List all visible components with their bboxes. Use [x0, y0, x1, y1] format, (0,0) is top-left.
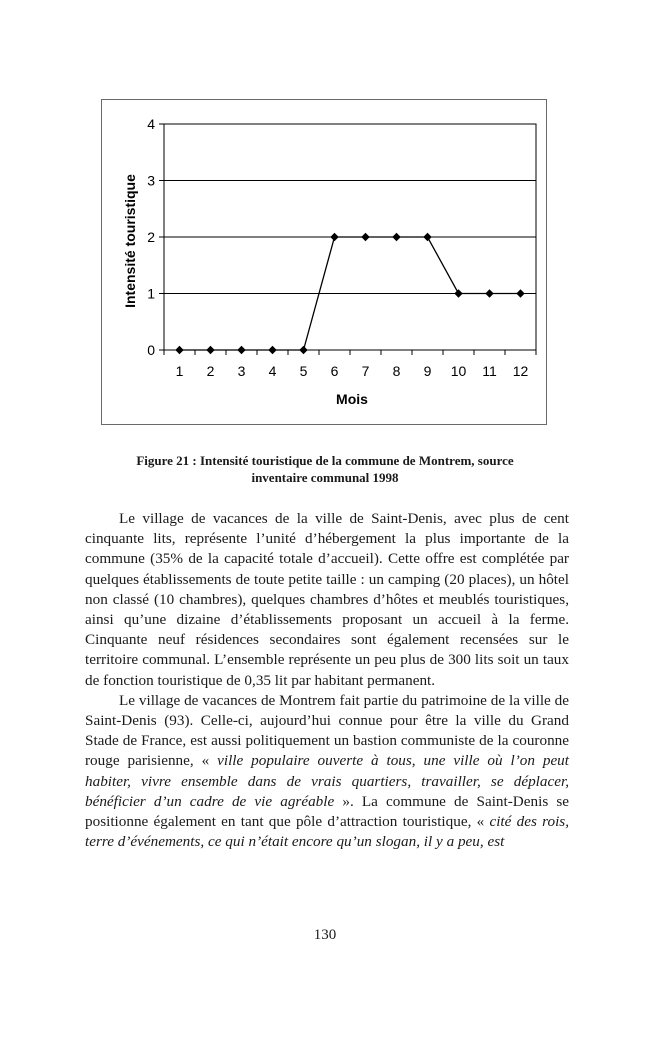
data-point — [361, 233, 369, 241]
data-point — [454, 289, 462, 297]
x-tick-label: 7 — [361, 363, 370, 379]
data-point — [206, 346, 214, 354]
paragraph-2-text-1: Le village de vacances de Montrem fait partie du patrimoine de la ville de Saint-Denis (93). Celle-ci, aujourd’hui connue pour être la ville du Grand Stade de France, est aussi politiquement un bastion communiste de la couronne rouge parisienne, « — [85, 691, 569, 770]
data-point — [392, 233, 400, 241]
y-tick-label: 1 — [147, 285, 155, 302]
data-point — [516, 289, 524, 297]
x-tick-label: 4 — [268, 363, 277, 379]
data-point — [423, 233, 431, 241]
data-point — [268, 346, 276, 354]
y-tick-label: 2 — [147, 229, 155, 245]
x-tick-label: 12 — [512, 363, 529, 379]
paragraph-2-quote-2: cité des rois, terre d’événements, ce qui n’était encore qu’un slogan, il y a peu, est — [85, 813, 569, 851]
x-tick-label: 11 — [482, 363, 497, 379]
x-tick-label: 9 — [423, 363, 432, 379]
paragraph-2 — [85, 691, 569, 853]
y-tick-label: 3 — [147, 172, 155, 189]
x-tick-labels — [164, 350, 536, 379]
x-axis-label: Mois — [336, 391, 368, 407]
y-axis-label: Intensité touristique — [122, 174, 138, 308]
body-text — [85, 509, 569, 852]
paragraph-2-text-2: ». La commune de Saint-Denis se positionne également en tant que pôle d’attraction touristique, « — [85, 792, 570, 831]
caption-line-1: Figure 21 : Intensité touristique de la commune de Montrem, source — [136, 453, 514, 468]
x-tick-label: 1 — [175, 363, 184, 379]
data-point — [330, 233, 338, 241]
x-tick-label: 5 — [299, 363, 308, 379]
x-tick-label: 6 — [330, 363, 339, 379]
x-tick-label: 10 — [450, 363, 467, 379]
data-point — [175, 346, 183, 354]
figure-caption — [100, 452, 550, 486]
chart-frame — [101, 99, 547, 425]
page-number: 130 — [313, 927, 337, 943]
paragraph-1: Le village de vacances de la ville de Saint-Denis, avec plus de cent cinquante lits, représente l’unité d’hébergement la plus importante de la commune (35% de la capacité totale d’accueil). Cette offre est complétée par quelques établissements de toute petite taille : un camping (20 places), un hôtel non classé (10 chambres), quelques chambres d’hôtes et meublés touristiques, ainsi qu’une dizaine d’établissements proposant un accueil à la ferme. Cinquante neuf résidences secondaires sont également recensées sur le territoire communal. L’ensemble représente un peu plus de 300 lits soit un taux de fonction touristique de 0,35 lit par habitant permanent. — [85, 510, 569, 689]
y-tick-label: 4 — [147, 116, 155, 132]
data-point — [237, 346, 245, 354]
data-point — [299, 346, 307, 354]
paragraph-2-quote-1: ville populaire ouverte à tous, une ville où l’on peut habiter, vivre ensemble dans de vrais quartiers, travailler, se déplacer, bénéficier d’un cadre de vie agréable — [85, 752, 569, 810]
x-tick-label: 3 — [237, 363, 246, 379]
x-tick-label: 2 — [206, 363, 215, 379]
caption-line-2: inventaire communal 1998 — [251, 470, 399, 485]
data-point — [485, 289, 493, 297]
y-tick-label: 0 — [147, 342, 155, 358]
y-tick-labels — [147, 116, 164, 358]
x-tick-label: 8 — [392, 363, 401, 379]
tourism-intensity-chart — [102, 100, 546, 424]
